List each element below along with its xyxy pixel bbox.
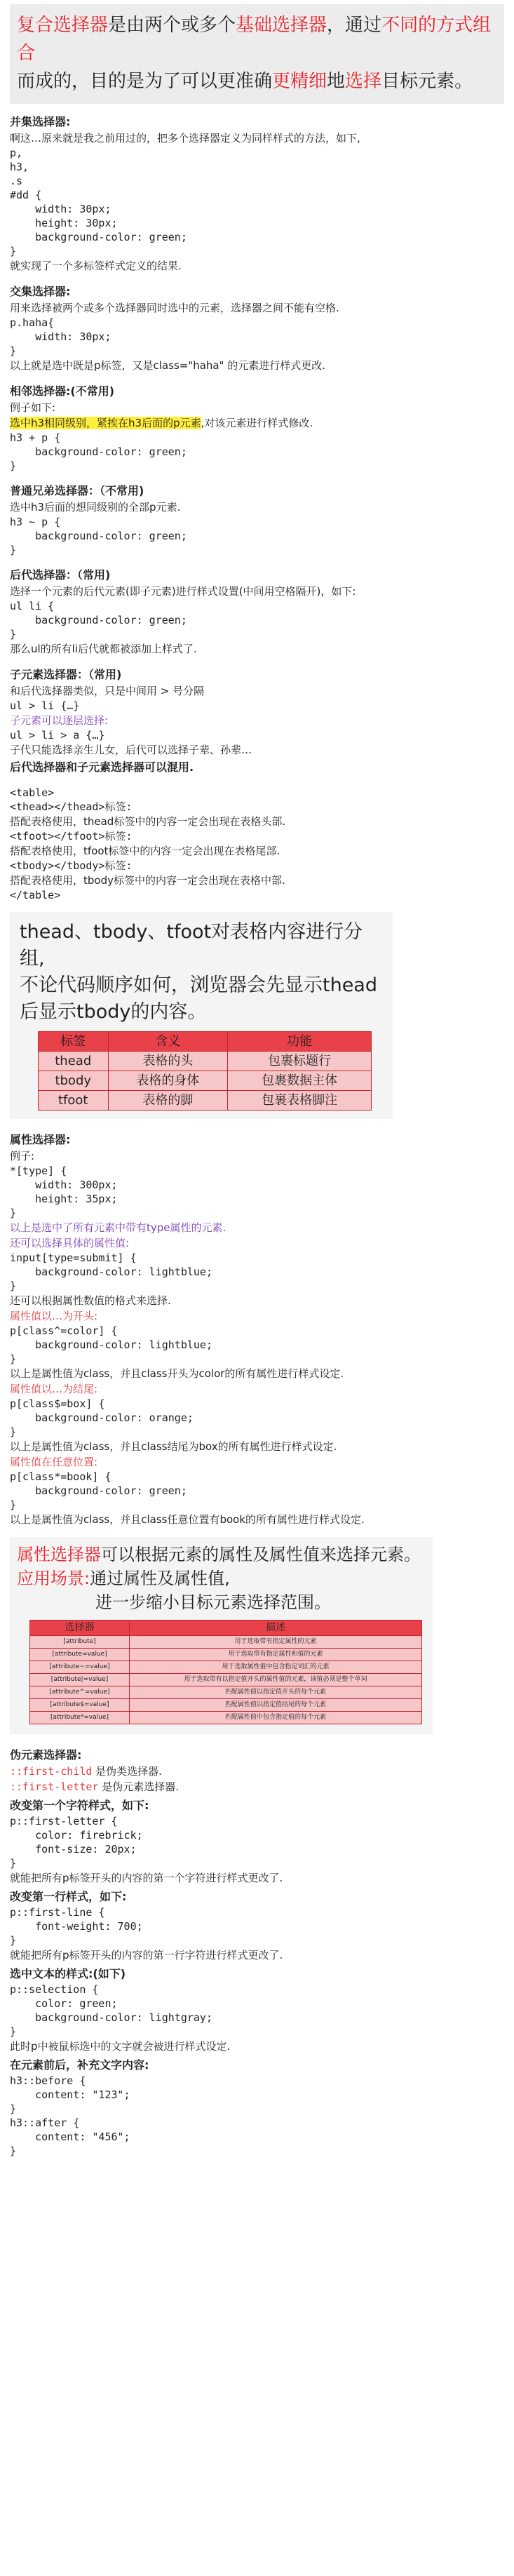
callout2-term: 属性选择器 [17,1545,101,1564]
highlighted-text: 选中h3相同级别，紧挨在h3后面的p元素 [10,417,201,429]
attr-note-5: 以上是属性值为class，并且class任意位置有book的所有属性进行样式设定. [10,1513,365,1526]
selection-title: 选中文本的样式:(如下) [10,1967,126,1980]
banner-term: 基础选择器 [236,15,327,36]
attr-prefix-label: 属性值以…为开头: [10,1310,98,1322]
table-cell: 包裹表格脚注 [228,1091,372,1111]
selection-code: p::selection { color: green; background-color: lightgray; } [10,1983,212,2038]
table-cell: 用于选取带有指定属性的元素 [130,1636,422,1649]
table-cell: 包裹标题行 [228,1052,372,1071]
attr-note-3: 以上是属性值为class，并且class开头为color的所有属性进行样式设定. [10,1367,344,1380]
attribute-selector-callout [10,1537,433,1734]
table-cell: [attribute^=value] [30,1686,130,1699]
table-cell: [attribute=value] [30,1649,130,1661]
callout2-line: 进一步缩小目标元素选择范围。 [95,1592,331,1612]
child-note: 子代只能选择亲生儿女，后代可以选择子辈、孙辈… [10,744,252,756]
table-cell: 表格的头 [108,1052,228,1071]
table-close-tag: </table> [10,889,61,901]
child-chain-label: 子元素可以逐层选择: [10,714,109,727]
callout1-line: 后显示tbody的内容。 [20,1001,207,1023]
selection-note: 此时p中被鼠标选中的文字就会被进行样式设定. [10,2040,231,2053]
table-cell: 匹配属性值中包含指定值的每个元素 [130,1712,422,1724]
table-cell: [attribute] [30,1636,130,1649]
before-after-code: h3::before { content: "123"; } h3::after { content: "456"; } [10,2074,130,2157]
table-row [30,1661,422,1674]
attr-code-5: p[class*=book] { background-color: green; } [10,1470,187,1511]
table-cell: [attribute$=value] [30,1699,130,1712]
banner-text: 地 [327,71,346,92]
table-cell: 表格的身体 [108,1071,228,1091]
attr-note-1: 以上是选中了所有元素中带有type属性的元素. [10,1221,226,1234]
table-row [30,1699,422,1712]
mixed-note: 后代选择器和子元素选择器可以混用. [10,760,194,774]
callout1-line: thead、tbody、tfoot对表格内容进行分组, [20,921,363,970]
section-title-child: 子元素选择器：（常用) [10,668,122,681]
banner-text: 而成的，目的是为了可以更准确 [17,71,273,92]
pseudo-text: 是伪类选择器. [92,1765,162,1778]
table-row [39,1071,372,1091]
pseudo-line-2 [10,1779,504,1795]
section-title-general-sibling: 普通兄弟选择器：（不常用) [10,484,144,497]
table-cell: 匹配属性值以指定值结尾的每个元素 [130,1699,422,1712]
banner-term: 更精细 [272,71,327,92]
pseudo-code-inline: ::first-letter [10,1780,99,1793]
intersect-desc: 用来选择被两个或多个选择器同时选中的元素，选择器之间不能有空格. [10,302,339,314]
attr-code-1: *[type] { width: 300px; height: 35px; } [10,1165,118,1219]
table-cell: 包裹数据主体 [228,1071,372,1091]
adjacent-desc-rest: ,对该元素进行样式修改. [201,417,313,429]
table-header-cell: 含义 [108,1032,228,1052]
banner-term: 不同的方式组合 [17,15,492,64]
first-letter-note: 就能把所有p标签开头的内容的第一个字符进行样式更改了. [10,1872,283,1884]
callout2-term: 应用场景: [17,1569,90,1588]
section-title-pseudo: 伪元素选择器: [10,1748,82,1762]
first-line-code: p::first-line { font-weight: 700; } [10,1906,143,1947]
table-row [30,1636,422,1649]
first-letter-title: 改变第一个字符样式，如下: [10,1799,149,1812]
pseudo-line-1 [10,1764,504,1779]
banner-term: 选择 [345,71,382,92]
callout1-line: 不论代码顺序如何，浏览器会先显示thead [20,974,377,996]
child-code-2: ul > li > a {…} [10,729,105,742]
section-title-descendant: 后代选择器：（常用) [10,568,111,582]
union-note: 就实现了一个多标签样式定义的结果. [10,260,182,272]
pseudo-text: 是伪元素选择器. [98,1780,179,1793]
callout2-line [17,1543,426,1567]
thead-tag: <thead></thead>标签: [10,800,133,813]
descendant-code: ul li { background-color: green; } [10,600,187,640]
table-cell: tbody [39,1071,109,1091]
tbody-tag: <tbody></tbody>标签: [10,859,133,872]
first-line-note: 就能把所有p标签开头的内容的第一行字符进行样式更改了. [10,1949,283,1961]
callout2-line [17,1567,426,1590]
table-cell: [attribute|=value] [30,1674,130,1686]
table-row [30,1674,422,1686]
table-cell: [attribute~=value] [30,1661,130,1674]
intersect-code: p.haha{ width: 30px; } [10,316,111,357]
first-line-title: 改变第一行样式，如下: [10,1890,127,1903]
table-header-cell: 功能 [228,1032,372,1052]
attribute-selector-table [29,1620,422,1724]
table-cell: thead [39,1052,109,1071]
thead-desc: 搭配表格使用，thead标签中的内容一定会出现在表格头部. [10,815,286,828]
descendant-desc: 选择一个元素的后代元素(即子元素)进行样式设置(中间用空格隔开)，如下: [10,585,356,598]
table-cell: 用于选取带有指定属性和值的元素 [130,1649,422,1661]
table-cell: tfoot [39,1091,109,1111]
tfoot-desc: 搭配表格使用，tfoot标签中的内容一定会出现在表格尾部. [10,845,280,857]
adjacent-code: h3 + p { background-color: green; } [10,431,187,472]
attr-code-2: input[type=submit] { background-color: lightblue; } [10,1252,212,1292]
table-groups-table [38,1031,372,1111]
table-row [39,1091,372,1111]
table-header-cell: 标签 [39,1032,109,1052]
table-header-cell: 描述 [130,1621,422,1636]
banner-text: 是由两个或多个 [108,15,236,36]
table-header-cell: 选择器 [30,1621,130,1636]
section-title-adjacent: 相邻选择器:(不常用) [10,384,115,398]
intro-banner [10,4,504,104]
descendant-note: 那么ul的所有li后代就都被添加上样式了. [10,643,197,655]
banner-text: ，通过 [327,15,382,36]
table-open-tag: <table> [10,786,55,799]
tbody-desc: 搭配表格使用，tbody标签中的内容一定会出现在表格中部. [10,874,285,887]
section-title-intersect: 交集选择器: [10,285,71,298]
child-desc: 和后代选择器类似，只是中间用 > 号分隔 [10,685,205,697]
attr-suffix-label: 属性值以…为结尾: [10,1383,98,1395]
banner-text: 目标元素。 [381,71,473,92]
table-header-row [39,1032,372,1052]
pseudo-code-inline: ::first-child [10,1765,93,1778]
table-cell: 用于选取属性值中包含指定词汇的元素 [130,1661,422,1674]
attr-note-2: 还可以选择具体的属性值: [10,1237,130,1249]
table-cell: 用于选取带有以指定值开头的属性值的元素，该值必须是整个单词 [130,1674,422,1686]
table-cell: 表格的脚 [108,1091,228,1111]
table-row [30,1712,422,1724]
attr-contains-label: 属性值在任意位置: [10,1456,98,1468]
table-cell: 匹配属性值以指定值开头的每个元素 [130,1686,422,1699]
table-row [39,1052,372,1071]
banner-term: 复合选择器 [17,15,109,36]
callout2-text: 可以根据元素的属性及属性值来选择元素。 [101,1545,421,1564]
first-letter-code: p::first-letter { color: firebrick; font-size: 20px; } [10,1815,143,1870]
child-code-1: ul > li {…} [10,699,80,712]
table-groups-callout [10,912,393,1119]
intersect-note: 以上就是选中既是p标签，又是class="haha" 的元素进行样式更改. [10,359,326,372]
section-title-union: 并集选择器: [10,115,71,128]
tfoot-tag: <tfoot></tfoot>标签: [10,830,133,843]
table-cell: [attribute*=value] [30,1712,130,1724]
table-header-row [30,1621,422,1636]
section-title-attribute: 属性选择器: [10,1133,71,1146]
attr-code-4: p[class$=box] { background-color: orange; } [10,1397,194,1438]
attr-code-3: p[class^=color] { background-color: lightblue; } [10,1324,212,1365]
callout2-text: 通过属性及属性值, [90,1569,230,1588]
general-sibling-desc: 选中h3后面的想同级别的全部p元素. [10,501,181,514]
union-code: p, h3, .s #dd { width: 30px; height: 30px; background-color: green; } [10,147,187,257]
attr-note-4: 以上是属性值为class，并且class结尾为box的所有属性进行样式设定. [10,1440,337,1453]
attr-note-format: 还可以根据属性数值的格式来选择. [10,1294,171,1307]
attr-example-label: 例子: [10,1150,35,1162]
adjacent-example-label: 例子如下: [10,401,56,414]
table-row [30,1686,422,1699]
union-desc: 啊这…原来就是我之前用过的，把多个选择器定义为同样样式的方法，如下, [10,132,360,145]
general-sibling-code: h3 ~ p { background-color: green; } [10,516,187,556]
adjacent-desc [10,415,504,431]
before-after-title: 在元素前后，补充文字内容: [10,2058,149,2072]
table-row [30,1649,422,1661]
